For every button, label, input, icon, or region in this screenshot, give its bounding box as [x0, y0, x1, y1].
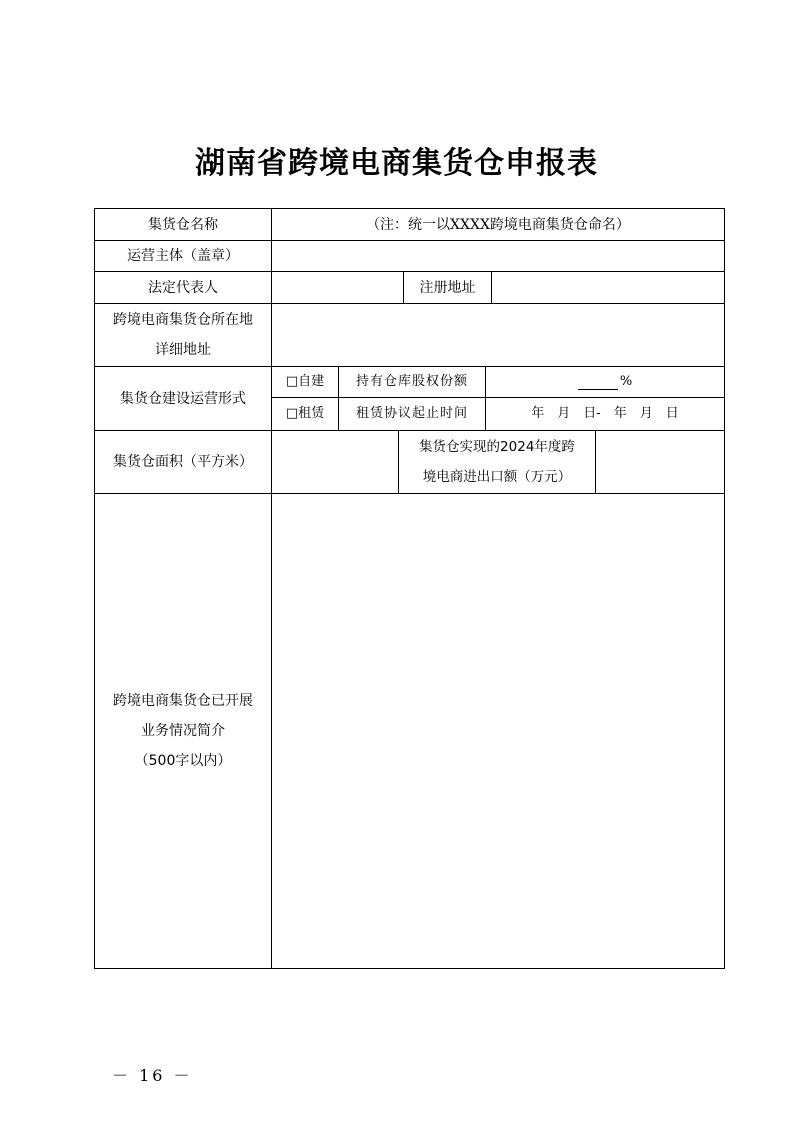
business-label-line-2: 业务情况简介	[141, 723, 225, 739]
equity-blank	[578, 375, 618, 390]
operator-field[interactable]	[272, 241, 724, 271]
lease-period-label: 租赁协议起止时间	[355, 406, 468, 421]
table-border-right	[724, 208, 725, 969]
area-field[interactable]	[272, 431, 398, 493]
area-label: 集货仓面积（平方米）	[113, 454, 253, 470]
location-label-line-2: 详细地址	[155, 342, 211, 358]
trade-field[interactable]	[596, 431, 724, 493]
build-mode-label: 集货仓建设运营形式	[120, 390, 246, 407]
location-label	[95, 304, 271, 366]
table-border-bottom	[94, 968, 725, 969]
legal-rep-field[interactable]	[272, 272, 403, 303]
business-label-line-1: 跨境电商集货仓已开展	[113, 693, 253, 709]
trade-label-line-2: 境电商进出口额（万元）	[422, 469, 572, 485]
lease-period-field[interactable]: 年 月 日- 年 月 日	[531, 406, 679, 421]
location-label-line-1: 跨境电商集货仓所在地	[113, 312, 253, 328]
trade-label	[399, 431, 595, 493]
lease-checkbox[interactable]: □租赁	[285, 406, 325, 421]
equity-field[interactable]	[486, 367, 724, 397]
equity-label: 持有仓库股权份额	[355, 374, 468, 389]
page-title: 湖南省跨境电商集货仓申报表	[195, 146, 598, 181]
percent-sign: %	[619, 374, 633, 389]
trade-label-line-1: 集货仓实现的2024年度跨	[419, 439, 575, 455]
self-build-checkbox[interactable]: □自建	[285, 374, 325, 389]
warehouse-name-field[interactable]: （注：统一以XXXX跨境电商集货仓命名）	[366, 216, 630, 233]
business-label-line-3: （500字以内）	[134, 753, 232, 769]
warehouse-name-label: 集货仓名称	[148, 216, 218, 233]
reg-address-field[interactable]	[492, 272, 724, 303]
location-field[interactable]	[272, 304, 724, 366]
legal-rep-label: 法定代表人	[148, 279, 218, 296]
page-number: － 16 －	[112, 1066, 193, 1085]
business-label	[95, 494, 271, 968]
business-field[interactable]	[272, 494, 724, 968]
reg-address-label: 注册地址	[419, 279, 476, 296]
operator-label: 运营主体（盖章）	[127, 248, 239, 264]
